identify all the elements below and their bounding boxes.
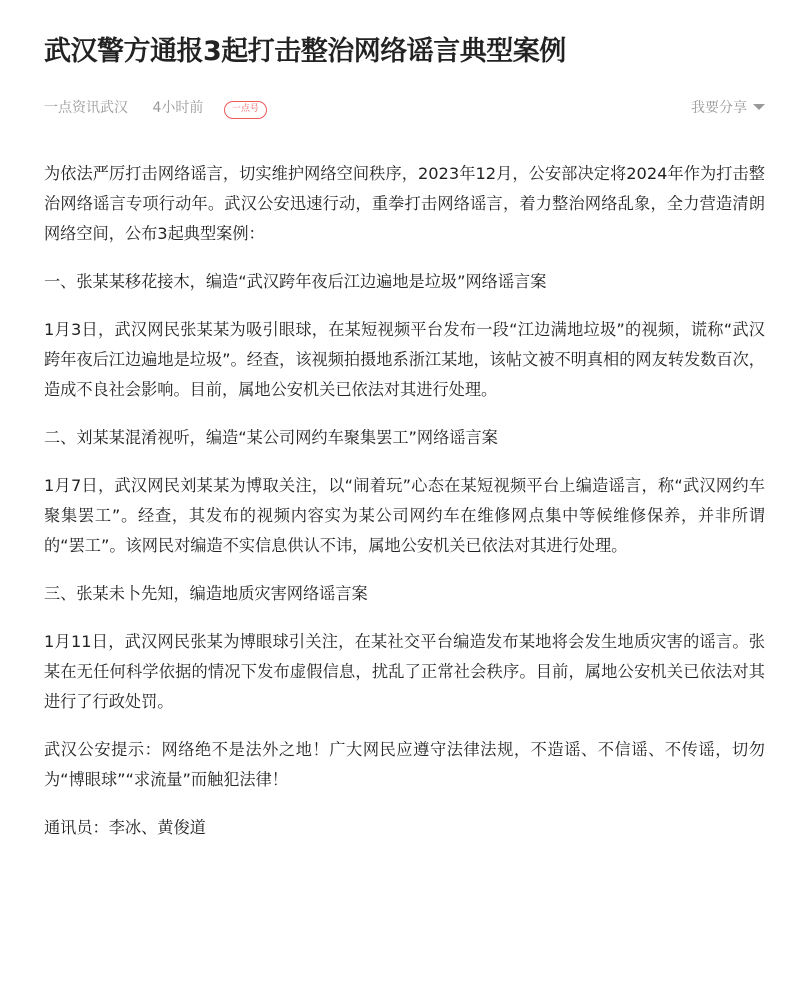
case-3-paragraph: 1月11日，武汉网民张某为博眼球引关注，在某社交平台编造发布某地将会发生地质灾害的谣言。张某在无任何科学依据的情况下发布虚假信息，扰乱了正常社会秩序。目前，属地公安机关已依法对其进行了行政处罚。 — [44, 632, 765, 711]
intro-paragraph: 为依法严厉打击网络谣言，切实维护网络空间秩序，2023年12月，公安部决定将2024年作为打击整治网络谣言专项行动年。武汉公安迅速行动，重拳打击网络谣言，着力整治网络乱象，全力营造清朗网络空间，公布3起典型案例： — [44, 164, 765, 243]
police-tip-paragraph: 武汉公安提示：网络绝不是法外之地！广大网民应遵守法律法规，不造谣、不信谣、不传谣，切勿为“博眼球”“求流量”而触犯法律！ — [44, 740, 765, 789]
source-badge: 一点号 — [224, 101, 267, 119]
source-name[interactable]: 一点资讯武汉 — [44, 100, 128, 116]
article-meta — [44, 97, 765, 119]
case-2-paragraph: 1月7日，武汉网民刘某某为博取关注，以“闹着玩”心态在某短视频平台上编造谣言，称“武汉网约车聚集罢工”。经查，其发布的视频内容实为某公司网约车在维修网点集中等候维修保养，并非所谓的“罢工”。该网民对编造不实信息供认不讳，属地公安机关已依法对其进行处理。 — [44, 476, 765, 555]
article-title: 武汉警方通报3起打击整治网络谣言典型案例 — [44, 36, 566, 67]
case-3-heading: 三、张某未卜先知，编造地质灾害网络谣言案 — [44, 584, 368, 603]
caret-down-icon — [753, 104, 765, 110]
share-button[interactable] — [691, 97, 765, 119]
publish-time: 4小时前 — [152, 100, 204, 116]
case-1-heading: 一、张某某移花接木，编造“武汉跨年夜后江边遍地是垃圾”网络谣言案 — [44, 272, 547, 291]
article-body — [44, 159, 765, 843]
share-label: 我要分享 — [691, 100, 747, 116]
case-2-heading: 二、刘某某混淆视听，编造“某公司网约车聚集罢工”网络谣言案 — [44, 428, 498, 447]
case-1-paragraph: 1月3日，武汉网民张某某为吸引眼球，在某短视频平台发布一段“江边满地垃圾”的视频，谎称“武汉跨年夜后江边遍地是垃圾”。经查，该视频拍摄地系浙江某地，该帖文被不明真相的网友转发数百次，造成不良社会影响。目前，属地公安机关已依法对其进行处理。 — [44, 320, 765, 399]
correspondent-paragraph: 通讯员：李冰、黄俊道 — [44, 818, 206, 837]
